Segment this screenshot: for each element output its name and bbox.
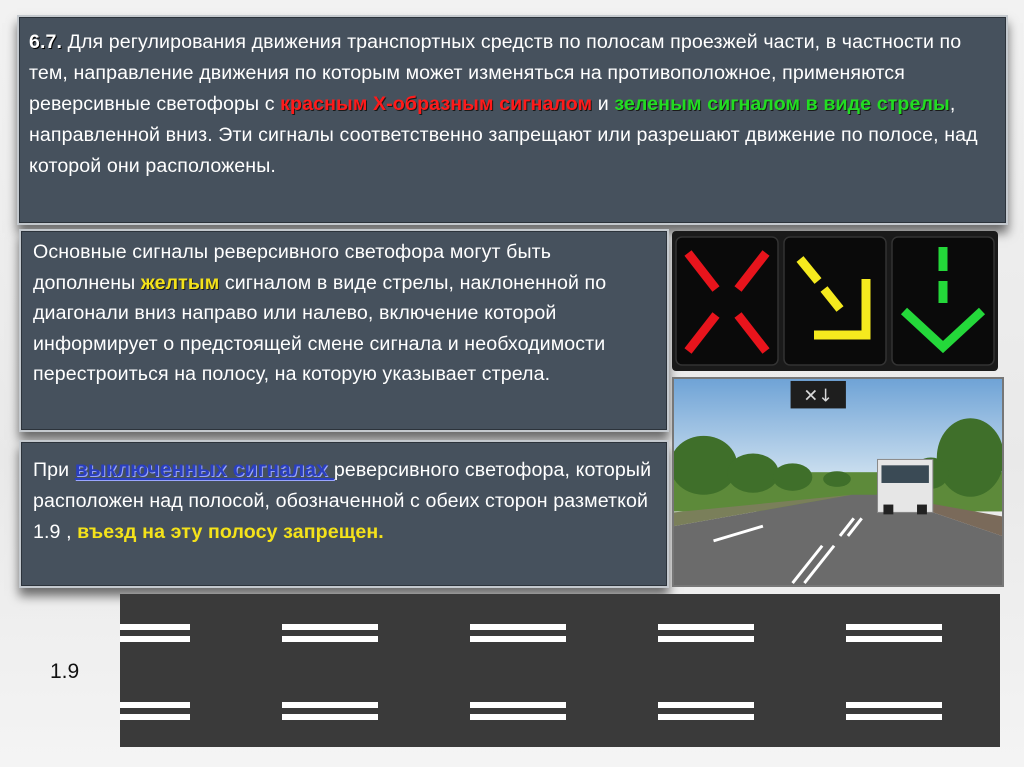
signals-off-text — [33, 454, 655, 548]
blue-phrase: выключенных сигналах — [74, 458, 334, 481]
red-x-signal-icon — [676, 237, 778, 365]
rule-text-3: , направленной вниз. Эти сигналы соответственно запрещают или разрешают движение по полосе, над которой они расположены. — [29, 93, 978, 177]
yellow-signal-panel — [19, 229, 669, 432]
marking-dash — [846, 702, 942, 708]
signals-off-panel — [19, 440, 669, 588]
marking-dash — [846, 624, 942, 630]
marking-dash — [120, 624, 190, 630]
marking-dash — [470, 624, 566, 630]
overhead-signal-icon — [791, 381, 846, 408]
marking-dash — [470, 702, 566, 708]
rule-text-2: и — [592, 93, 615, 115]
marking-dash — [846, 714, 942, 720]
road-photo — [672, 377, 1004, 587]
yellow-signal-text — [33, 237, 655, 390]
red-phrase: красным Х-образным сигналом — [280, 93, 593, 115]
off-text-2: реверсивного светофора, который расположен над полосой, обозначенной с обеих сторон разметкой 1.9 , — [33, 459, 652, 543]
rule-6-7-panel — [17, 15, 1008, 225]
rule-text-1: Для регулирования движения транспортных средств по полосам проезжей части, в частности по тем, направление движения по которым может изменяться на противоположное, применяются реверсивные светофоры с — [29, 31, 962, 115]
green-down-arrow-icon — [892, 237, 994, 365]
marking-dash — [282, 714, 378, 720]
reversible-signals-image — [672, 231, 998, 371]
marking-dash — [282, 702, 378, 708]
marking-dash — [282, 636, 378, 642]
yellow-diagonal-arrow-icon — [784, 237, 886, 365]
marking-dash — [120, 714, 190, 720]
yellow-phrase: въезд на эту полосу запрещен. — [77, 521, 384, 543]
yellow-word: желтым — [140, 271, 220, 294]
rule-label: 6.7. — [29, 31, 63, 53]
marking-dash — [120, 636, 190, 642]
marking-dash — [658, 714, 754, 720]
marking-dash — [470, 636, 566, 642]
marking-dash — [658, 636, 754, 642]
marking-dash — [658, 624, 754, 630]
road-marking-1-9 — [120, 594, 1000, 747]
yellow-text-1: Основные сигналы реверсивного светофора могут быть дополнены — [33, 241, 552, 294]
marking-dash — [846, 636, 942, 642]
rule-6-7-text — [29, 27, 999, 182]
marking-dash — [282, 624, 378, 630]
bus — [878, 459, 933, 514]
marking-dash — [470, 714, 566, 720]
svg-text:✕↓: ✕↓ — [803, 386, 834, 407]
marking-label: 1.9 — [50, 660, 80, 683]
marking-dash — [120, 702, 190, 708]
off-text-1: При — [33, 459, 75, 481]
marking-dash — [658, 702, 754, 708]
yellow-text-2: сигналом в виде стрелы, наклоненной по диагонали вниз направо или налево, включение которой информирует о предстоящей смене сигнала и необходимости перестроиться на полосу, на которую указывает стрела. — [33, 271, 607, 385]
green-phrase: зеленым сигналом в виде стрелы — [614, 93, 950, 115]
